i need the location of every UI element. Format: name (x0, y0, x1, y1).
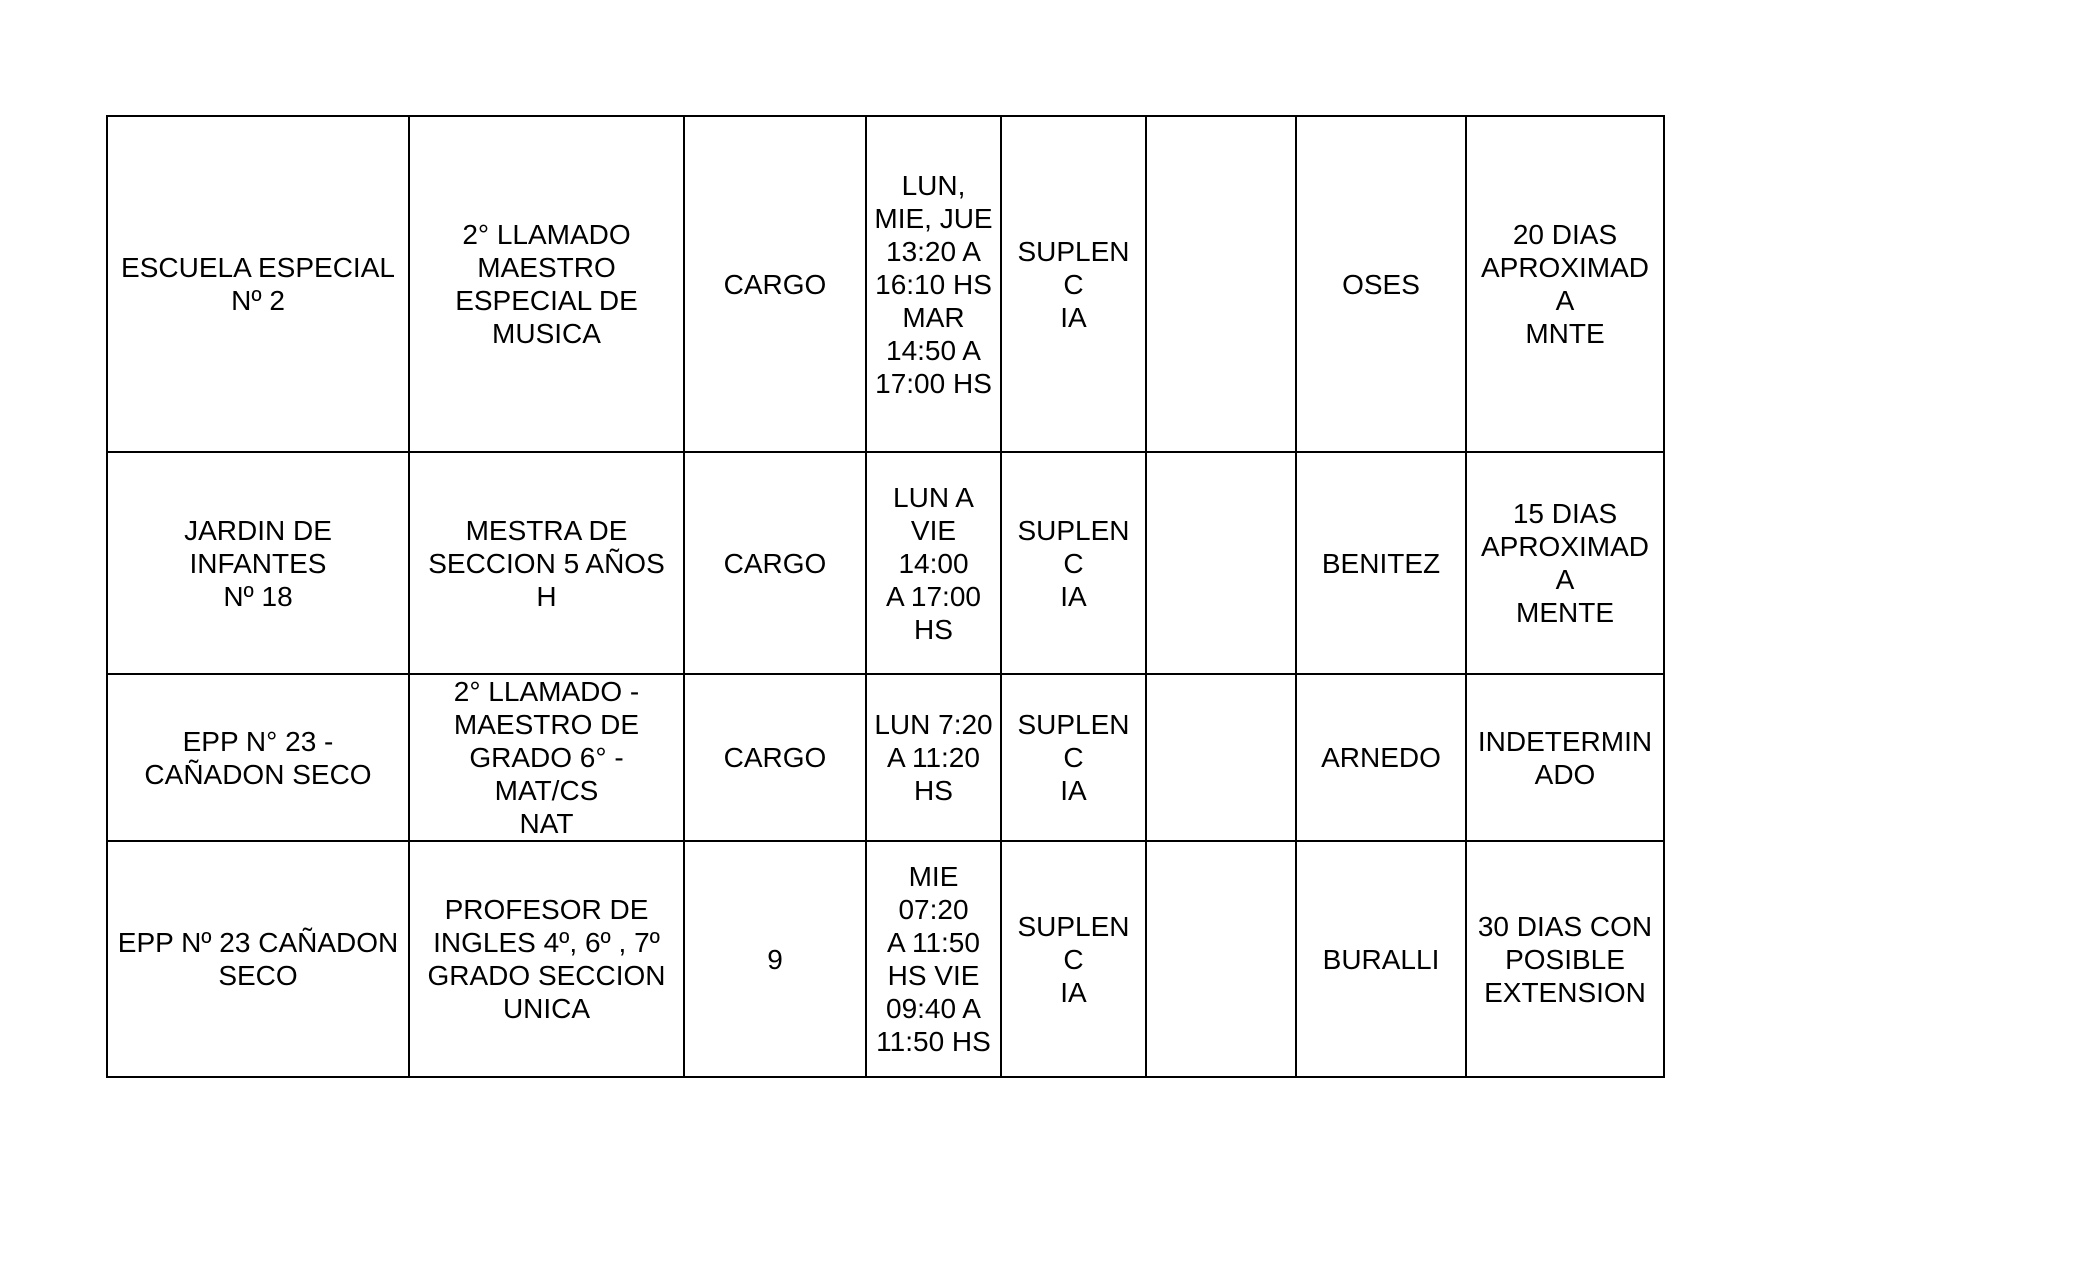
cell-line: 20 DIAS (1512, 219, 1618, 250)
cell-tipo-text (691, 741, 859, 774)
cell-line: HS (914, 775, 953, 806)
cell-extra (1146, 674, 1296, 841)
cell-line: MAESTRO DE (453, 709, 640, 740)
cell-docente-text (1303, 268, 1459, 301)
cell-tipo-text (691, 943, 859, 976)
table-body (107, 116, 1664, 1077)
table-row (107, 841, 1664, 1077)
cell-line: MIE 07:20 (898, 861, 969, 925)
cell-line: VIE 14:00 (898, 514, 969, 579)
cell-line: INDETERMIN (1477, 725, 1653, 757)
cell-situacion-text (1008, 235, 1139, 334)
cell-line: IA (1060, 976, 1087, 1008)
cell-line: OSES (1342, 268, 1420, 300)
cell-escuela-text (114, 514, 402, 613)
cell-line: MNTE (1525, 318, 1605, 349)
cell-line: HS (914, 613, 953, 645)
cell-situacion-text (1008, 708, 1139, 807)
cell-line: 14:50 A (886, 334, 981, 366)
cell-line: 11:50 HS (876, 1026, 991, 1057)
cell-escuela-text (114, 725, 402, 791)
cell-tipo (684, 452, 866, 674)
cell-escuela (107, 841, 409, 1077)
cell-line: MAR (902, 301, 965, 333)
cell-line: CARGO (723, 547, 827, 579)
cell-cargo-descripcion-text (416, 893, 677, 1025)
cell-cargo-descripcion (409, 116, 684, 452)
cell-docente (1296, 674, 1466, 841)
cell-situacion (1001, 674, 1146, 841)
cell-line: EPP Nº 23 CAÑADON (117, 927, 399, 958)
cell-line: A 11:50 (887, 927, 980, 958)
cell-situacion-text (1008, 910, 1139, 1009)
cell-line: 15 DIAS (1512, 498, 1618, 529)
cell-horario-text (873, 169, 994, 400)
cell-line: SUPLENC (1017, 235, 1130, 300)
cell-line: 2° LLAMADO (462, 219, 631, 250)
cell-docente (1296, 452, 1466, 674)
cell-line: ADO (1534, 758, 1596, 790)
cell-line: 9 (767, 943, 783, 975)
vacancy-table (106, 115, 1665, 1078)
cell-line: 2° LLAMADO - (453, 676, 640, 707)
cell-horario-text (873, 481, 994, 646)
cell-extra (1146, 116, 1296, 452)
cell-line: Nº 2 (231, 285, 285, 316)
cell-line: 09:40 A (886, 993, 981, 1024)
cell-line: EXTENSION (1484, 976, 1646, 1008)
cell-escuela-text (114, 926, 402, 992)
cell-line: MUSICA (492, 318, 601, 349)
cell-line: CARGO (723, 268, 827, 300)
cell-line: CARGO (723, 742, 827, 773)
cell-line: LUN, (901, 169, 966, 201)
table-row (107, 452, 1664, 674)
cell-line: SUPLENC (1017, 514, 1130, 579)
cell-duracion (1466, 841, 1664, 1077)
cell-line: UNICA (502, 993, 591, 1024)
cell-docente (1296, 116, 1466, 452)
cell-line: CAÑADON SECO (144, 758, 372, 790)
cell-horario (866, 116, 1001, 452)
cell-cargo-descripcion (409, 841, 684, 1077)
cell-duracion (1466, 674, 1664, 841)
cell-horario-text (873, 860, 994, 1058)
cell-line: NAT (519, 808, 574, 839)
cell-duracion-text (1473, 910, 1657, 1009)
cell-line: BURALLI (1322, 943, 1440, 975)
cell-line: MAESTRO (477, 252, 616, 283)
cell-escuela-text (114, 251, 402, 317)
cell-line: MIE, JUE (874, 202, 993, 234)
cell-line: ARNEDO (1321, 742, 1441, 773)
cell-line: ESPECIAL DE (455, 285, 638, 316)
cell-extra (1146, 452, 1296, 674)
table-row (107, 116, 1664, 452)
cell-situacion (1001, 452, 1146, 674)
cell-line: LUN 7:20 (874, 709, 993, 740)
cell-tipo (684, 674, 866, 841)
cell-line: 16:10 HS (875, 268, 992, 300)
cell-escuela (107, 116, 409, 452)
cell-tipo-text (691, 268, 859, 301)
cell-horario (866, 452, 1001, 674)
cell-line: INGLES 4º, 6º , 7º (433, 927, 660, 958)
cell-line: SECCION 5 AÑOS H (428, 547, 665, 612)
cell-cargo-descripcion-text (416, 514, 677, 613)
cell-duracion (1466, 116, 1664, 452)
cell-situacion (1001, 841, 1146, 1077)
cell-line: POSIBLE (1505, 943, 1625, 975)
cell-line: MESTRA DE (465, 514, 628, 546)
cell-line: IA (1060, 775, 1087, 806)
cell-line: IA (1060, 301, 1087, 333)
cell-line: SUPLENC (1017, 709, 1130, 773)
cell-line: 13:20 A (886, 235, 981, 267)
cell-escuela (107, 452, 409, 674)
cell-line: PROFESOR DE (444, 894, 649, 925)
cell-docente-text (1303, 943, 1459, 976)
cell-extra (1146, 841, 1296, 1077)
cell-cargo-descripcion-text (416, 218, 677, 350)
cell-line: SECO (218, 960, 298, 991)
cell-line: BENITEZ (1321, 547, 1441, 579)
cell-docente-text (1303, 741, 1459, 774)
cell-horario-text (873, 708, 994, 807)
cell-line: IA (1060, 580, 1087, 612)
cell-escuela (107, 674, 409, 841)
cell-line: LUN A (893, 481, 974, 513)
cell-horario (866, 674, 1001, 841)
cell-line: HS VIE (887, 960, 980, 991)
cell-duracion (1466, 452, 1664, 674)
cell-line: 30 DIAS CON (1477, 910, 1653, 942)
cell-line: JARDIN DE INFANTES (184, 514, 332, 579)
cell-duracion-text (1473, 725, 1657, 791)
cell-line: A 17:00 (886, 580, 981, 612)
cell-line: APROXIMADA (1480, 252, 1650, 316)
cell-tipo (684, 116, 866, 452)
cell-duracion-text (1473, 218, 1657, 350)
cell-docente (1296, 841, 1466, 1077)
cell-cargo-descripcion (409, 452, 684, 674)
cell-line: ESCUELA ESPECIAL (121, 252, 395, 283)
cell-horario (866, 841, 1001, 1077)
cell-cargo-descripcion (409, 674, 684, 841)
cell-situacion (1001, 116, 1146, 452)
cell-line: GRADO 6° - MAT/CS (469, 742, 624, 806)
cell-duracion-text (1473, 497, 1657, 629)
table-row (107, 674, 1664, 841)
cell-line: 17:00 HS (875, 367, 992, 399)
cell-situacion-text (1008, 514, 1139, 613)
cell-tipo-text (691, 547, 859, 580)
cell-tipo (684, 841, 866, 1077)
cell-line: A 11:20 (887, 742, 980, 773)
cell-line: MENTE (1516, 597, 1614, 628)
cell-line: APROXIMADA (1480, 531, 1650, 595)
cell-line: EPP N° 23 - (182, 725, 334, 757)
cell-line: SUPLENC (1017, 910, 1130, 975)
cell-cargo-descripcion-text (416, 675, 677, 840)
cell-docente-text (1303, 547, 1459, 580)
cell-line: GRADO SECCION (427, 960, 666, 991)
cell-line: Nº 18 (223, 580, 293, 612)
